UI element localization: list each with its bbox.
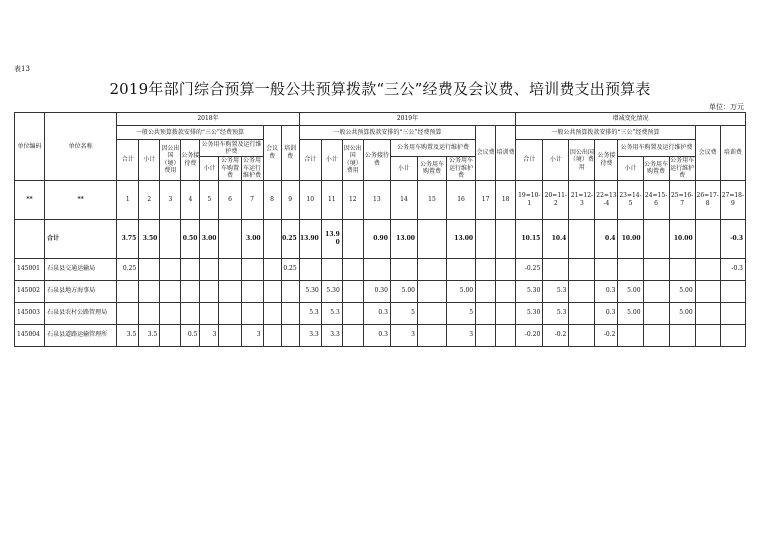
- value-cell: [160, 258, 181, 280]
- value-cell: [342, 219, 363, 258]
- value-cell: [200, 280, 219, 302]
- value-cell: [417, 258, 446, 280]
- value-cell: [496, 219, 516, 258]
- value-cell: 5.30: [299, 280, 321, 302]
- header-training-change: 培训费: [720, 126, 745, 181]
- unit-name-cell: 石泉县地方海事局: [45, 280, 117, 302]
- column-index-row: [15, 180, 746, 219]
- header-car-subtotal-change: 小计: [618, 157, 643, 181]
- value-cell: 13.00: [447, 219, 476, 258]
- value-cell: [543, 258, 569, 280]
- header-training-2018: 培训费: [281, 126, 299, 181]
- value-cell: 5.00: [618, 302, 643, 324]
- total-row: [15, 219, 746, 258]
- value-cell: [200, 302, 219, 324]
- header-reception-change: 公务接待费: [595, 140, 618, 181]
- index-cell: 27=18-9: [720, 180, 745, 219]
- value-cell: -0.2: [543, 324, 569, 346]
- index-cell: 14: [390, 180, 417, 219]
- value-cell: [139, 280, 160, 302]
- index-cell: 11: [321, 180, 342, 219]
- value-cell: [476, 219, 496, 258]
- index-cell: 19=10-1: [516, 180, 543, 219]
- header-year-2019: 2019年: [299, 113, 516, 126]
- value-cell: 5.00: [390, 280, 417, 302]
- value-cell: [160, 302, 181, 324]
- header-car-subtotal-2018: 小计: [200, 157, 219, 181]
- value-cell: 0.3: [595, 280, 618, 302]
- header-abroad-2019: 因公出国（境）费用: [342, 140, 363, 181]
- header-car-change: 公务用车购置及运行维护费: [618, 140, 695, 157]
- value-cell: [695, 302, 720, 324]
- value-cell: 3.5: [139, 324, 160, 346]
- value-cell: 3.50: [139, 219, 160, 258]
- value-cell: [181, 258, 200, 280]
- value-cell: [263, 280, 281, 302]
- index-cell: 24=15-6: [643, 180, 669, 219]
- value-cell: 3: [241, 324, 263, 346]
- header-training-2019: 培训费: [496, 126, 516, 181]
- header-subtotal-change: 小计: [543, 140, 569, 181]
- value-cell: [263, 302, 281, 324]
- index-cell: 22=13-4: [595, 180, 618, 219]
- value-cell: [417, 280, 446, 302]
- value-cell: 0.3: [363, 302, 390, 324]
- value-cell: 3.00: [200, 219, 219, 258]
- header-car-run-2018: 公务用车运行维护费: [241, 157, 263, 181]
- index-cell: 2: [139, 180, 160, 219]
- value-cell: 0.50: [181, 219, 200, 258]
- value-cell: 5: [390, 302, 417, 324]
- value-cell: [417, 324, 446, 346]
- unit-code-cell: 145001: [15, 258, 45, 280]
- value-cell: [643, 258, 669, 280]
- value-cell: [390, 258, 417, 280]
- table-row: [15, 324, 746, 346]
- value-cell: [219, 219, 241, 258]
- header-meeting-change: 会议费: [695, 126, 720, 181]
- unit-code-cell: 145004: [15, 324, 45, 346]
- unit-name-cell: 合计: [45, 219, 117, 258]
- index-cell: 23=14-5: [618, 180, 643, 219]
- header-meeting-2018: 会议费: [263, 126, 281, 181]
- value-cell: [720, 324, 745, 346]
- value-cell: -0.25: [516, 258, 543, 280]
- value-cell: 5.30: [516, 302, 543, 324]
- value-cell: 5.00: [618, 280, 643, 302]
- value-cell: [160, 324, 181, 346]
- header-total-2018: 合计: [117, 140, 139, 181]
- header-abroad-2018: 因公出国（境）费用: [160, 140, 181, 181]
- value-cell: [219, 302, 241, 324]
- unit-code-cell: [15, 219, 45, 258]
- value-cell: [618, 258, 643, 280]
- index-cell: 10: [299, 180, 321, 219]
- index-cell: 5: [200, 180, 219, 219]
- index-cell: 16: [447, 180, 476, 219]
- value-cell: 3.5: [117, 324, 139, 346]
- value-cell: [417, 302, 446, 324]
- index-cell: 9: [281, 180, 299, 219]
- value-cell: 3.3: [321, 324, 342, 346]
- unit-code-cell: 145002: [15, 280, 45, 302]
- header-reception-2019: 公务接待费: [363, 140, 390, 181]
- value-cell: [618, 324, 643, 346]
- header-subtotal-2019: 小计: [321, 140, 342, 181]
- index-cell: 8: [263, 180, 281, 219]
- value-cell: [281, 302, 299, 324]
- index-cell: 18: [496, 180, 516, 219]
- index-row: [15, 180, 746, 219]
- value-cell: [643, 219, 669, 258]
- table-row: [15, 258, 746, 280]
- value-cell: [569, 219, 595, 258]
- value-cell: 13.00: [390, 219, 417, 258]
- value-cell: [219, 258, 241, 280]
- value-cell: 10.00: [669, 219, 695, 258]
- header-car-2019: 公务用车购置及运行维护费: [390, 140, 475, 157]
- value-cell: [720, 302, 745, 324]
- index-cell: 15: [417, 180, 446, 219]
- value-cell: [569, 302, 595, 324]
- value-cell: [669, 324, 695, 346]
- index-cell: 7: [241, 180, 263, 219]
- value-cell: 0.30: [363, 280, 390, 302]
- value-cell: [476, 324, 496, 346]
- header-change: 增减变化情况: [516, 113, 746, 126]
- header-car-buy-2018: 公务用车购置费: [219, 157, 241, 181]
- value-cell: 13.90: [299, 219, 321, 258]
- value-cell: [569, 280, 595, 302]
- value-cell: [447, 258, 476, 280]
- header-car-run-change: 公务用车运行维护费: [670, 157, 695, 179]
- header-car-buy-2019: 公务用车购置费: [417, 157, 446, 181]
- header-meeting-2019: 会议费: [476, 126, 496, 181]
- index-cell: 1: [117, 180, 139, 219]
- index-cell: 25=16-7: [669, 180, 695, 219]
- value-cell: 3.3: [299, 324, 321, 346]
- value-cell: 5.3: [299, 302, 321, 324]
- value-cell: [263, 258, 281, 280]
- value-cell: 3: [200, 324, 219, 346]
- unit-label: 单位：万元: [709, 103, 744, 111]
- budget-table: [14, 112, 746, 347]
- value-cell: [263, 219, 281, 258]
- value-cell: [321, 258, 342, 280]
- value-cell: [139, 302, 160, 324]
- value-cell: 0.25: [281, 219, 299, 258]
- value-cell: [299, 258, 321, 280]
- value-cell: 0.25: [281, 258, 299, 280]
- value-cell: 5.3: [543, 280, 569, 302]
- value-cell: 5.30: [516, 280, 543, 302]
- value-cell: 5: [447, 302, 476, 324]
- value-cell: [117, 280, 139, 302]
- value-cell: 3.75: [117, 219, 139, 258]
- value-cell: [569, 324, 595, 346]
- value-cell: [643, 302, 669, 324]
- value-cell: [695, 324, 720, 346]
- index-cell: 12: [342, 180, 363, 219]
- table-number: 表13: [14, 65, 30, 73]
- value-cell: [200, 258, 219, 280]
- table-row: [15, 302, 746, 324]
- value-cell: [160, 280, 181, 302]
- value-cell: [181, 302, 200, 324]
- index-cell: 17: [476, 180, 496, 219]
- header-reception-2018: 公务接待费: [181, 140, 200, 181]
- value-cell: [241, 302, 263, 324]
- value-cell: -0.3: [720, 258, 745, 280]
- value-cell: 0.4: [595, 219, 618, 258]
- unit-name-cell: 石泉县农村公路管理局: [45, 302, 117, 324]
- value-cell: 0.25: [117, 258, 139, 280]
- index-cell: 21=12-3: [569, 180, 595, 219]
- value-cell: 3: [390, 324, 417, 346]
- value-cell: [219, 324, 241, 346]
- header-sangong-change: 一般公共预算拨款安排的“三公”经费预算: [516, 126, 695, 140]
- value-cell: -0.2: [595, 324, 618, 346]
- value-cell: [281, 280, 299, 302]
- header-unit-name: 单位名称: [45, 113, 117, 181]
- value-cell: -0.3: [720, 219, 745, 258]
- header-car-run-2019: 公务用车运行维护费: [447, 157, 476, 181]
- unit-name-cell: 石泉县道路运输管理所: [45, 324, 117, 346]
- value-cell: 5.00: [669, 302, 695, 324]
- index-cell: **: [15, 180, 45, 219]
- value-cell: 5.30: [321, 280, 342, 302]
- value-cell: [496, 324, 516, 346]
- value-cell: [160, 219, 181, 258]
- unit-name-cell: 石泉县交通运输局: [45, 258, 117, 280]
- value-cell: 3: [447, 324, 476, 346]
- value-cell: [342, 324, 363, 346]
- value-cell: 0.5: [181, 324, 200, 346]
- value-cell: [117, 302, 139, 324]
- value-cell: [595, 258, 618, 280]
- value-cell: 5.00: [669, 280, 695, 302]
- value-cell: [363, 258, 390, 280]
- header-car-2018: 公务用车购置及运行维护费: [201, 140, 262, 155]
- index-cell: **: [45, 180, 117, 219]
- value-cell: 10.00: [618, 219, 643, 258]
- value-cell: [181, 280, 200, 302]
- header-abroad-change: 因公出国（境）费用: [569, 140, 595, 181]
- header-total-2019: 合计: [299, 140, 321, 181]
- page-title: 2019年部门综合预算一般公共预算拨款“三公”经费及会议费、培训费支出预算表: [109, 80, 651, 98]
- value-cell: [342, 280, 363, 302]
- value-cell: [241, 280, 263, 302]
- header-sangong-2019: 一般公共预算拨款安排的“三公”经费预算: [299, 126, 475, 140]
- index-cell: 13: [363, 180, 390, 219]
- value-cell: [241, 258, 263, 280]
- value-cell: 5.3: [321, 302, 342, 324]
- index-cell: 26=17-8: [695, 180, 720, 219]
- value-cell: [476, 258, 496, 280]
- value-cell: 10.15: [516, 219, 543, 258]
- value-cell: [695, 258, 720, 280]
- unit-code-cell: 145003: [15, 302, 45, 324]
- header-year-2018: 2018年: [117, 113, 299, 126]
- value-cell: 0.3: [595, 302, 618, 324]
- value-cell: [342, 258, 363, 280]
- value-cell: [720, 280, 745, 302]
- header-car-buy-change: 公务用车购置费: [643, 157, 669, 181]
- value-cell: 0.3: [363, 324, 390, 346]
- value-cell: 10.4: [543, 219, 569, 258]
- value-cell: 3.00: [241, 219, 263, 258]
- value-cell: [569, 258, 595, 280]
- header-car-subtotal-2019: 小计: [390, 157, 417, 181]
- table-body: [15, 219, 746, 346]
- value-cell: [496, 280, 516, 302]
- table-row: [15, 280, 746, 302]
- value-cell: [695, 219, 720, 258]
- header-subtotal-2018: 小计: [139, 140, 160, 181]
- value-cell: [281, 324, 299, 346]
- value-cell: 5.00: [447, 280, 476, 302]
- value-cell: [643, 324, 669, 346]
- header-sangong-2018: 一般公共预算拨款安排的“三公”经费预算: [117, 126, 263, 140]
- value-cell: [476, 280, 496, 302]
- index-cell: 4: [181, 180, 200, 219]
- value-cell: 5.3: [543, 302, 569, 324]
- index-cell: 6: [219, 180, 241, 219]
- value-cell: [417, 219, 446, 258]
- value-cell: [695, 280, 720, 302]
- index-cell: 20=11-2: [543, 180, 569, 219]
- value-cell: [139, 258, 160, 280]
- value-cell: 13.90: [321, 219, 342, 258]
- value-cell: [476, 302, 496, 324]
- value-cell: [342, 302, 363, 324]
- index-cell: 3: [160, 180, 181, 219]
- value-cell: [496, 302, 516, 324]
- value-cell: [669, 258, 695, 280]
- value-cell: [263, 324, 281, 346]
- value-cell: [496, 258, 516, 280]
- value-cell: 0.90: [363, 219, 390, 258]
- value-cell: [219, 280, 241, 302]
- header-total-change: 合计: [516, 140, 543, 181]
- value-cell: [643, 280, 669, 302]
- header-unit-code: 单位编码: [15, 113, 45, 181]
- value-cell: -0.20: [516, 324, 543, 346]
